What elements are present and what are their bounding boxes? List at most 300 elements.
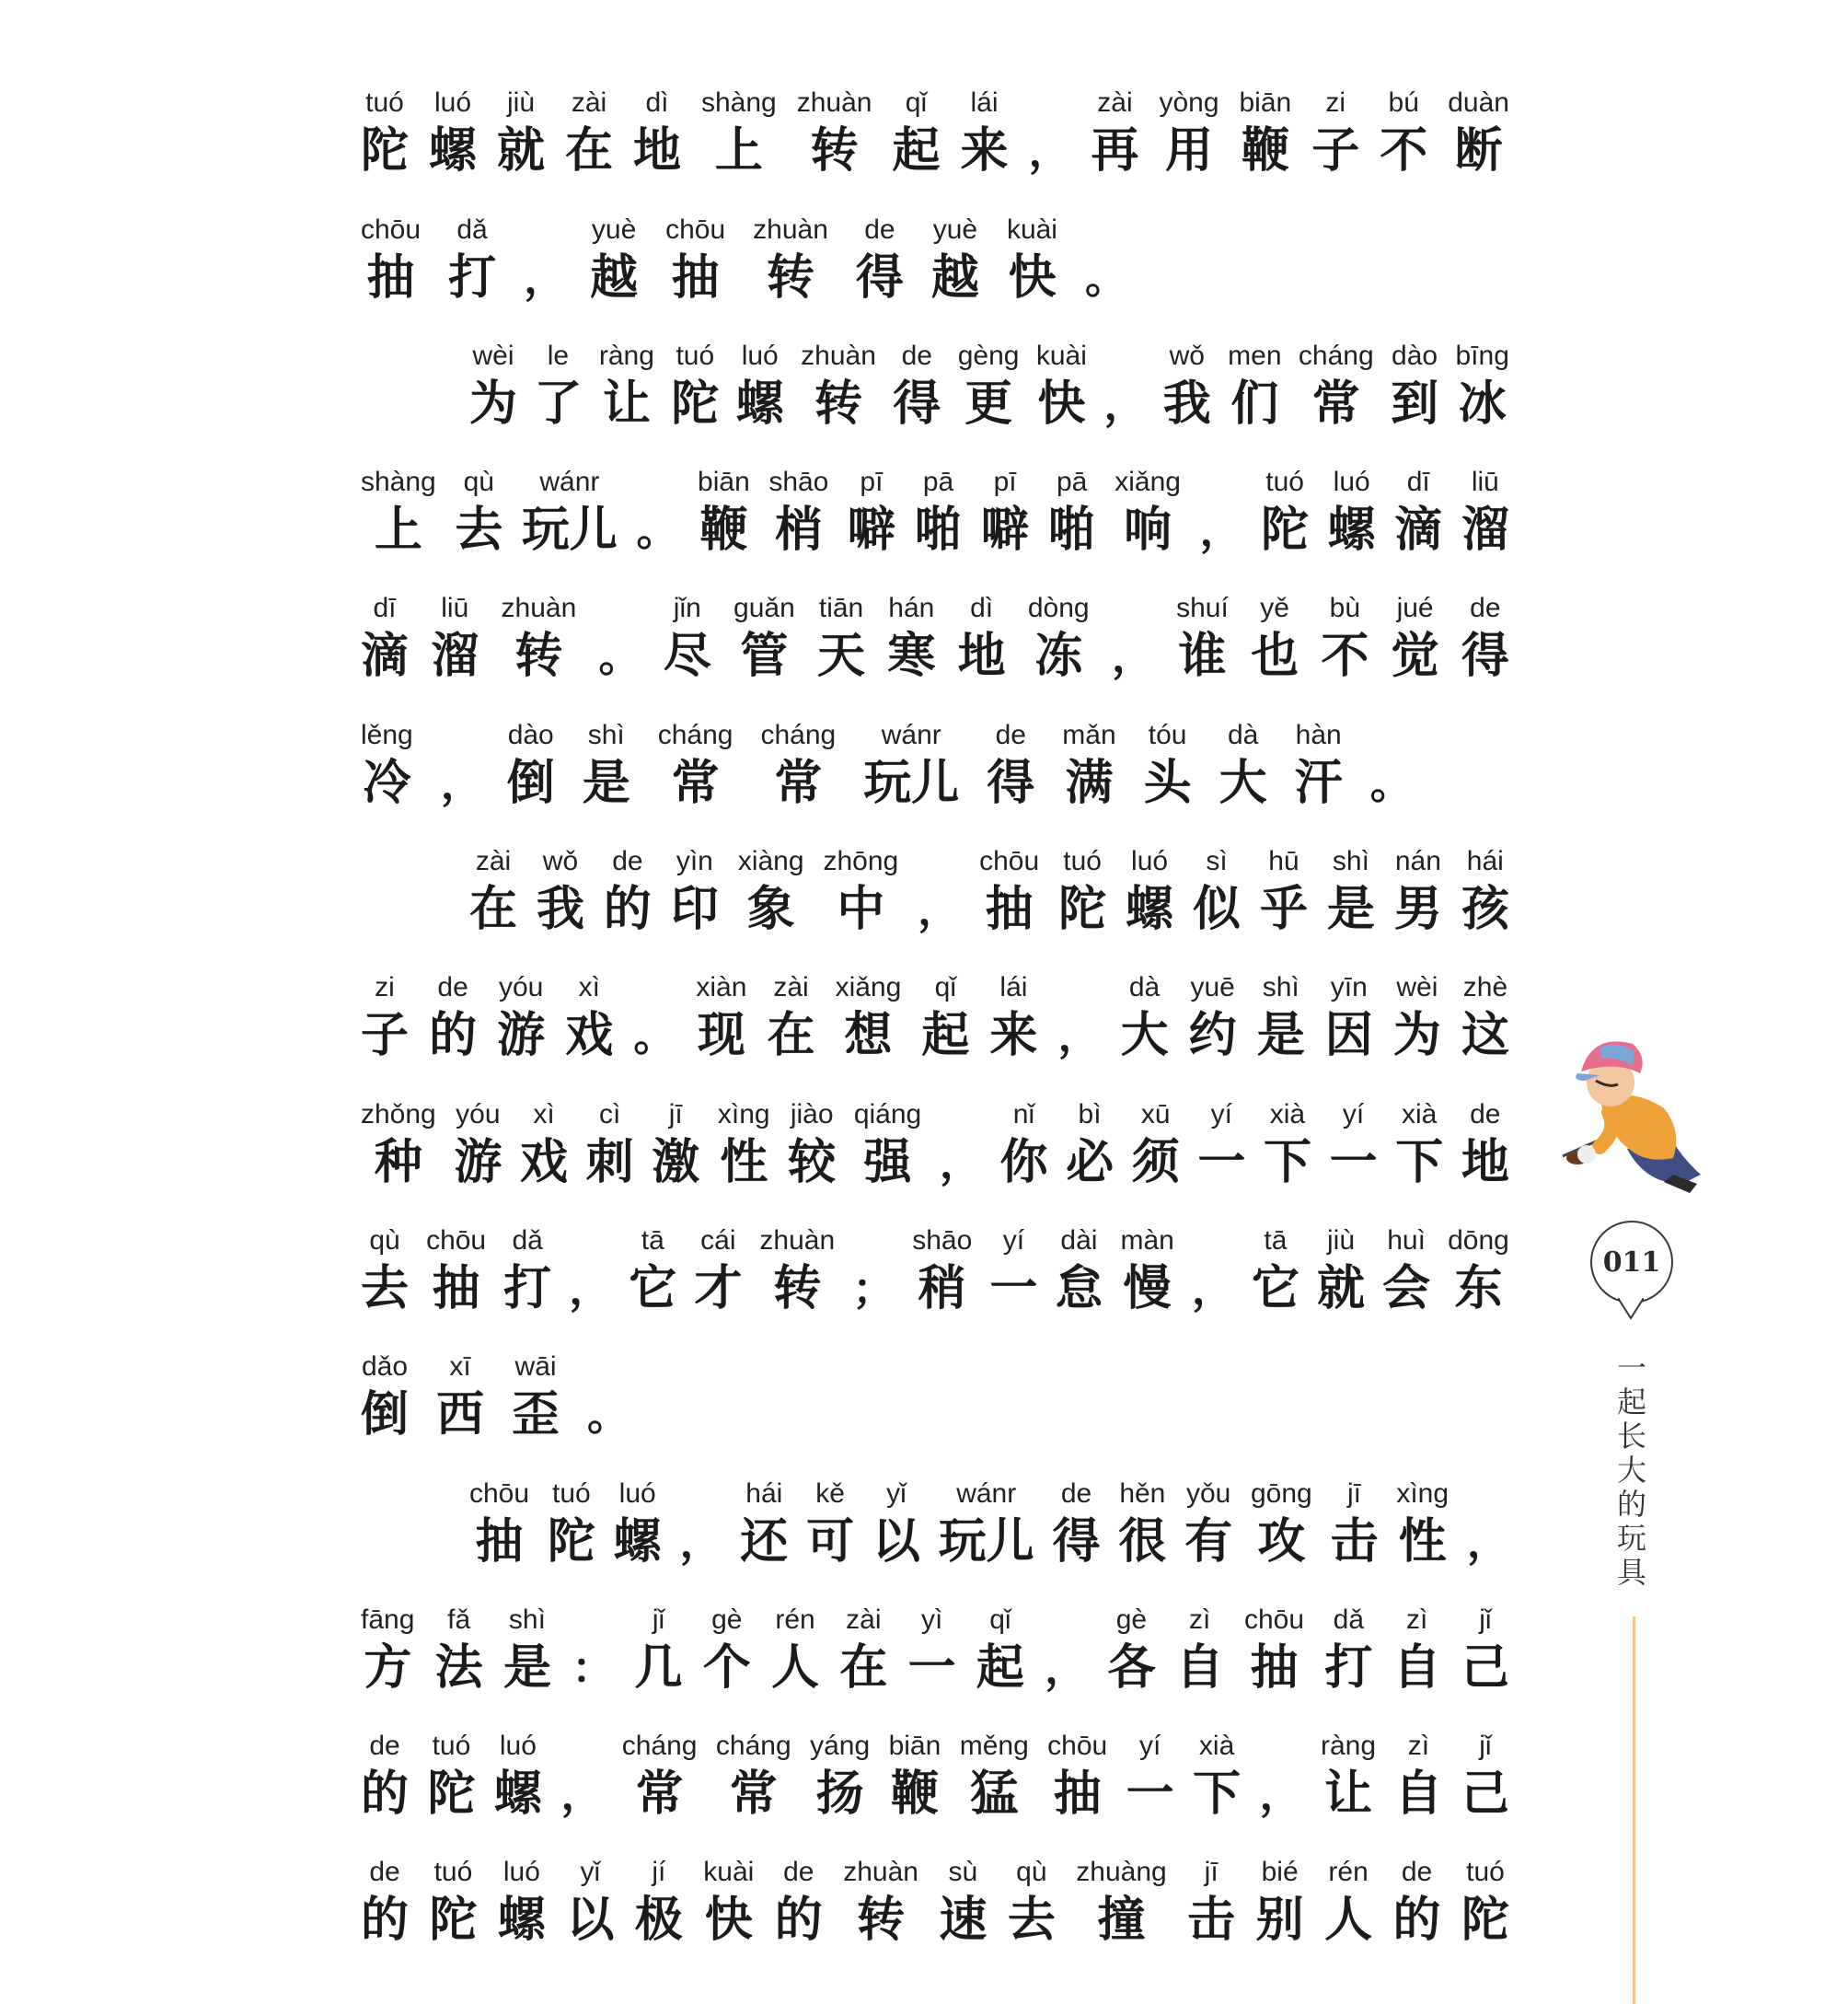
pinyin: tiān — [818, 593, 864, 624]
char-with-pinyin — [736, 339, 784, 434]
pinyin: zài — [1097, 87, 1133, 119]
char-with-pinyin — [1394, 1729, 1442, 1824]
char-with-pinyin — [671, 844, 719, 940]
hanzi: 抽 — [985, 881, 1034, 938]
char-with-pinyin — [1461, 1603, 1509, 1698]
hanzi: 一 — [1126, 1766, 1174, 1823]
pinyin: lěng — [361, 719, 413, 750]
char-with-pinyin — [960, 86, 1008, 181]
hanzi: 得 — [893, 375, 941, 432]
pinyin: de — [369, 1731, 400, 1762]
pinyin: zì — [1189, 1604, 1211, 1635]
hanzi: 击 — [1187, 1892, 1236, 1949]
char-with-pinyin — [454, 1097, 502, 1193]
char-with-pinyin — [427, 1729, 475, 1824]
char-with-pinyin — [1264, 1097, 1311, 1193]
char-with-pinyin — [1448, 86, 1509, 181]
pinyin: wǒ — [1169, 340, 1205, 371]
pinyin: wèi — [472, 340, 514, 371]
hanzi: 激 — [652, 1133, 700, 1190]
pinyin: shāo — [912, 1224, 973, 1256]
hanzi: 溜 — [1461, 502, 1509, 559]
hanzi: 可 — [806, 1512, 855, 1570]
char-with-pinyin — [566, 1855, 614, 1951]
char-with-pinyin — [753, 213, 828, 308]
pinyin: yí — [1342, 1098, 1365, 1129]
hanzi: 慢 — [1123, 1259, 1172, 1316]
hanzi: 你 — [999, 1133, 1048, 1190]
pinyin: de — [783, 1857, 814, 1888]
hanzi: 得 — [1461, 628, 1509, 685]
hanzi: 击 — [1330, 1512, 1379, 1570]
pinyin: bié — [1261, 1857, 1299, 1888]
body-text — [361, 55, 1509, 1951]
hanzi: 子 — [361, 1007, 410, 1064]
hanzi: 印 — [670, 881, 719, 938]
char-with-pinyin — [429, 970, 477, 1066]
pinyin: tā — [1264, 1224, 1288, 1256]
pinyin: de — [1060, 1477, 1092, 1509]
pinyin: cháng — [1298, 340, 1374, 371]
pinyin: hū — [1268, 846, 1299, 877]
hanzi: 陀 — [361, 122, 410, 180]
punctuation: ， — [1466, 1516, 1509, 1567]
char-with-pinyin — [701, 86, 777, 181]
hanzi: 管 — [740, 628, 789, 685]
pinyin: liū — [1471, 467, 1499, 498]
hanzi: 己 — [1461, 1766, 1509, 1823]
hanzi: 自 — [1394, 1766, 1443, 1823]
pinyin: nǐ — [1012, 1098, 1035, 1129]
punctuation: ， — [1191, 1263, 1234, 1314]
char-with-pinyin — [823, 844, 898, 940]
pinyin: chōu — [469, 1477, 530, 1509]
char-with-pinyin — [590, 213, 638, 308]
pinyin: rén — [775, 1604, 815, 1635]
pinyin: biān — [698, 467, 750, 498]
char-with-pinyin — [694, 1223, 742, 1319]
pinyin: xiǎng — [1115, 467, 1181, 498]
hanzi: 啪 — [914, 502, 963, 559]
hanzi: 去 — [361, 1259, 410, 1316]
hanzi: 转 — [773, 1259, 822, 1316]
pinyin: jī — [668, 1098, 683, 1129]
pinyin: xiǎng — [835, 972, 902, 1003]
pinyin: wánr — [956, 1477, 1017, 1509]
punctuation: ， — [560, 1769, 604, 1820]
pinyin: dài — [1060, 1224, 1098, 1256]
char-with-pinyin — [671, 339, 719, 434]
pinyin: rén — [1328, 1857, 1369, 1888]
hanzi: 男 — [1393, 881, 1442, 938]
pinyin: xiàn — [696, 972, 747, 1003]
pinyin: dì — [645, 87, 669, 119]
pinyin: de — [1401, 1857, 1433, 1888]
char-with-pinyin — [634, 1603, 682, 1698]
punctuation: 。 — [598, 631, 641, 682]
hanzi: 螺 — [1126, 881, 1174, 938]
pinyin: luó — [499, 1731, 537, 1762]
char-with-pinyin — [503, 1223, 551, 1319]
hanzi: 响 — [1124, 502, 1172, 559]
char-with-pinyin — [1219, 718, 1267, 814]
hanzi: 螺 — [497, 1892, 546, 1949]
text-line — [361, 55, 1509, 181]
pinyin: yě — [1260, 593, 1289, 624]
char-with-pinyin — [696, 970, 746, 1066]
char-with-pinyin — [810, 1729, 870, 1824]
pinyin: dǎ — [456, 214, 488, 245]
pinyin: gōng — [1250, 1477, 1312, 1509]
pinyin: chōu — [361, 214, 422, 245]
char-with-pinyin — [1461, 1855, 1509, 1951]
char-with-pinyin — [908, 1603, 956, 1698]
pinyin: men — [1228, 340, 1282, 371]
pinyin: cái — [700, 1224, 736, 1256]
hanzi: 冰 — [1458, 375, 1507, 432]
hanzi: 螺 — [735, 375, 784, 432]
pinyin: yǐ — [580, 1857, 601, 1888]
hanzi: 鞭 — [699, 502, 748, 559]
char-with-pinyin — [889, 1729, 941, 1824]
hanzi: 是 — [1326, 881, 1375, 938]
hanzi: 似 — [1193, 881, 1242, 938]
hanzi: 的 — [774, 1892, 823, 1949]
hanzi: 是 — [1256, 1007, 1305, 1064]
char-with-pinyin — [863, 718, 959, 814]
char-with-pinyin — [1257, 970, 1305, 1066]
char-with-pinyin — [931, 213, 979, 308]
hanzi: 想 — [844, 1007, 893, 1064]
char-with-pinyin — [999, 1097, 1047, 1193]
text-line — [361, 181, 1509, 307]
hanzi: 游 — [497, 1007, 546, 1064]
char-with-pinyin — [664, 591, 711, 687]
pinyin: pā — [1056, 467, 1088, 498]
hanzi: 个 — [702, 1639, 751, 1696]
pinyin: pī — [993, 467, 1017, 498]
hanzi: 它 — [629, 1259, 677, 1316]
pinyin: zhuàn — [501, 593, 577, 624]
hanzi: 陀 — [547, 1512, 595, 1570]
speech-tail-icon — [1618, 1298, 1644, 1320]
char-with-pinyin — [1324, 1855, 1372, 1951]
pinyin: xū — [1140, 1098, 1171, 1129]
char-with-pinyin — [1163, 339, 1211, 434]
hanzi: 我 — [536, 881, 584, 938]
pinyin: biān — [1239, 87, 1292, 119]
pinyin: zi — [375, 972, 395, 1003]
pinyin: qǐ — [905, 87, 928, 119]
punctuation: ， — [1111, 631, 1154, 682]
hanzi: 觉 — [1391, 628, 1439, 685]
pinyin: hàn — [1295, 719, 1342, 750]
char-with-pinyin — [1176, 591, 1229, 687]
char-with-pinyin — [361, 1097, 436, 1193]
char-with-pinyin — [583, 718, 630, 814]
char-with-pinyin — [1228, 339, 1281, 434]
hanzi: 为 — [469, 375, 518, 432]
char-with-pinyin — [361, 1223, 409, 1319]
char-with-pinyin — [958, 339, 1020, 434]
pinyin: jǐ — [1479, 1604, 1492, 1635]
hanzi: 谁 — [1178, 628, 1227, 685]
hanzi: 去 — [455, 502, 503, 559]
punctuation: ， — [679, 1516, 722, 1567]
pinyin: le — [547, 340, 570, 371]
pinyin: zhuàn — [843, 1857, 918, 1888]
pinyin: tuó — [1265, 467, 1304, 498]
hanzi: 抽 — [475, 1512, 524, 1570]
char-with-pinyin — [856, 213, 904, 308]
pinyin: qù — [463, 467, 494, 498]
pinyin: huì — [1387, 1224, 1426, 1256]
hanzi: 陀 — [671, 375, 720, 432]
pinyin: xìng — [717, 1098, 770, 1129]
hanzi: 也 — [1251, 628, 1299, 685]
hanzi: 稍 — [918, 1259, 966, 1316]
hanzi: 滴 — [361, 628, 410, 685]
char-with-pinyin — [361, 1350, 409, 1445]
hanzi: 因 — [1324, 1007, 1373, 1064]
pinyin: dà — [1128, 972, 1161, 1003]
char-with-pinyin — [987, 718, 1034, 814]
char-with-pinyin — [1184, 1477, 1232, 1572]
pinyin: nán — [1394, 846, 1441, 877]
hanzi: 打 — [1324, 1639, 1373, 1696]
pinyin: xìng — [1396, 1477, 1450, 1509]
pinyin: zài — [846, 1604, 882, 1635]
hanzi: 起 — [892, 122, 941, 180]
hanzi: 满 — [1065, 754, 1114, 811]
punctuation: 。 — [1084, 252, 1127, 303]
char-with-pinyin — [1260, 844, 1308, 940]
char-with-pinyin — [502, 591, 577, 687]
char-with-pinyin — [806, 1477, 854, 1572]
char-with-pinyin — [740, 1477, 788, 1572]
punctuation: ， — [918, 885, 961, 935]
hanzi: 自 — [1175, 1639, 1224, 1696]
char-with-pinyin — [801, 339, 876, 434]
pinyin: kuài — [1035, 340, 1087, 371]
pinyin: dī — [1406, 467, 1430, 498]
pinyin: liū — [441, 593, 469, 624]
pinyin: luó — [502, 1857, 540, 1888]
hanzi: 西 — [436, 1386, 485, 1443]
pinyin: chōu — [1244, 1604, 1305, 1635]
char-with-pinyin — [872, 1477, 920, 1572]
pinyin: dī — [373, 593, 397, 624]
char-with-pinyin — [1461, 844, 1509, 940]
char-with-pinyin — [1396, 1477, 1449, 1572]
char-with-pinyin — [761, 718, 837, 814]
punctuation: 。 — [636, 505, 679, 556]
char-with-pinyin — [771, 1603, 819, 1698]
pinyin: shāo — [768, 467, 829, 498]
pinyin: tuó — [1063, 846, 1102, 877]
pinyin: fǎ — [447, 1604, 471, 1635]
punctuation: ， — [1028, 126, 1071, 177]
punctuation: 。 — [633, 1011, 676, 1061]
pinyin: jiào — [790, 1098, 834, 1129]
pinyin: ràng — [1320, 1731, 1376, 1762]
char-with-pinyin — [703, 1855, 754, 1951]
pinyin: guǎn — [733, 593, 795, 624]
char-with-pinyin — [887, 591, 935, 687]
char-with-pinyin — [1132, 1097, 1180, 1193]
pinyin: zài — [571, 87, 607, 119]
hanzi: 玩儿 — [863, 754, 960, 811]
punctuation: ， — [1103, 378, 1147, 429]
hanzi: 刺 — [585, 1133, 634, 1190]
pinyin: hán — [888, 593, 935, 624]
char-with-pinyin — [1456, 339, 1509, 434]
char-with-pinyin — [976, 1603, 1024, 1698]
hanzi: 的 — [603, 881, 652, 938]
char-with-pinyin — [455, 465, 502, 561]
char-with-pinyin — [703, 1603, 751, 1698]
pinyin: yí — [1210, 1098, 1232, 1129]
pinyin: wèi — [1396, 972, 1438, 1003]
pinyin: gèng — [957, 340, 1020, 371]
pinyin: wǒ — [542, 846, 579, 877]
hanzi: 用 — [1164, 122, 1213, 180]
hanzi: 在 — [839, 1639, 888, 1696]
hanzi: 在 — [565, 122, 614, 180]
hanzi: 须 — [1131, 1133, 1180, 1190]
char-with-pinyin — [426, 1223, 486, 1319]
pinyin: jī — [1347, 1477, 1362, 1509]
char-with-pinyin — [1311, 86, 1359, 181]
pinyin: xià — [1402, 1098, 1438, 1129]
hanzi: 一 — [989, 1259, 1038, 1316]
pinyin: màn — [1120, 1224, 1174, 1256]
hanzi: 人 — [1324, 1892, 1373, 1949]
pinyin: jī — [1204, 1857, 1219, 1888]
pinyin: xī — [449, 1351, 471, 1383]
hanzi: 地 — [1461, 1133, 1509, 1190]
char-with-pinyin — [565, 970, 613, 1066]
hanzi: 还 — [740, 1512, 789, 1570]
hanzi: 种 — [374, 1133, 422, 1190]
punctuation: ， — [524, 252, 567, 303]
char-with-pinyin — [1461, 591, 1509, 687]
hanzi: 的 — [361, 1892, 410, 1949]
pinyin: zì — [1405, 1604, 1428, 1635]
hanzi: 我 — [1162, 375, 1211, 432]
pinyin: yìn — [676, 846, 713, 877]
char-with-pinyin — [1107, 1603, 1155, 1698]
char-with-pinyin — [718, 1097, 770, 1193]
pinyin: de — [369, 1857, 400, 1888]
pinyin: de — [437, 972, 468, 1003]
char-with-pinyin — [586, 1097, 634, 1193]
char-with-pinyin — [429, 86, 477, 181]
char-with-pinyin — [854, 1097, 921, 1193]
hanzi: 常 — [729, 1766, 778, 1823]
hanzi: 得 — [987, 754, 1035, 811]
char-with-pinyin — [1193, 844, 1241, 940]
punctuation: ， — [1259, 1769, 1302, 1820]
hanzi: 抽 — [1053, 1766, 1102, 1823]
char-with-pinyin — [361, 1729, 409, 1824]
hanzi: 再 — [1091, 122, 1139, 180]
char-with-pinyin — [1331, 1477, 1379, 1572]
char-with-pinyin — [361, 465, 436, 561]
char-with-pinyin — [1261, 465, 1309, 561]
punctuation: ： — [572, 1642, 615, 1693]
pinyin: jiù — [507, 87, 536, 119]
pinyin: cì — [598, 1098, 621, 1129]
hanzi: 让 — [602, 375, 651, 432]
pinyin: dào — [1392, 340, 1438, 371]
char-with-pinyin — [1047, 1729, 1107, 1824]
hanzi: 打 — [503, 1259, 552, 1316]
punctuation: 。 — [1369, 758, 1413, 808]
pinyin: dǎo — [361, 1351, 409, 1383]
hanzi: 抽 — [366, 249, 415, 306]
char-with-pinyin — [960, 1729, 1029, 1824]
pinyin: luó — [1333, 467, 1370, 498]
char-with-pinyin — [507, 718, 555, 814]
pinyin: yóu — [498, 972, 544, 1003]
char-with-pinyin — [767, 970, 814, 1066]
hanzi: 螺 — [1327, 502, 1376, 559]
pinyin: yǒu — [1185, 1477, 1231, 1509]
pinyin: de — [1470, 593, 1501, 624]
text-line — [361, 1193, 1509, 1319]
pinyin: gè — [1115, 1604, 1148, 1635]
char-with-pinyin — [431, 591, 479, 687]
hanzi: 一 — [907, 1639, 956, 1696]
pinyin: měng — [959, 1731, 1029, 1762]
hanzi: 戏 — [565, 1007, 614, 1064]
hanzi: 螺 — [613, 1512, 662, 1570]
hanzi: 下 — [1193, 1766, 1242, 1823]
text-line — [361, 308, 1509, 434]
pinyin: bú — [1388, 87, 1419, 119]
char-with-pinyin — [1295, 718, 1343, 814]
hanzi: 抽 — [432, 1259, 480, 1316]
char-with-pinyin — [497, 970, 545, 1066]
hanzi: 乎 — [1259, 881, 1308, 938]
char-with-pinyin — [733, 591, 795, 687]
hanzi: 天 — [817, 628, 866, 685]
hanzi: 转 — [810, 122, 859, 180]
pinyin: zi — [1325, 87, 1346, 119]
pinyin: luó — [618, 1477, 656, 1509]
char-with-pinyin — [436, 1350, 484, 1445]
hanzi: 转 — [767, 249, 815, 306]
hanzi: 玩儿 — [521, 502, 618, 559]
hanzi: 不 — [1380, 122, 1428, 180]
hanzi: 有 — [1184, 1512, 1233, 1570]
pinyin: dì — [970, 593, 994, 624]
pinyin: zì — [1407, 1731, 1430, 1762]
pinyin: de — [1470, 1098, 1501, 1129]
hanzi: 抽 — [671, 249, 720, 306]
pinyin: wánr — [881, 719, 941, 750]
hanzi: 滴 — [1394, 502, 1443, 559]
text-line — [361, 1572, 1509, 1698]
pinyin: qiáng — [853, 1098, 922, 1129]
pinyin: yáng — [810, 1731, 871, 1762]
pinyin: yǐ — [886, 1477, 907, 1509]
pinyin: shì — [587, 719, 625, 750]
hanzi: 抽 — [1250, 1639, 1299, 1696]
char-with-pinyin — [658, 718, 733, 814]
char-with-pinyin — [497, 86, 545, 181]
